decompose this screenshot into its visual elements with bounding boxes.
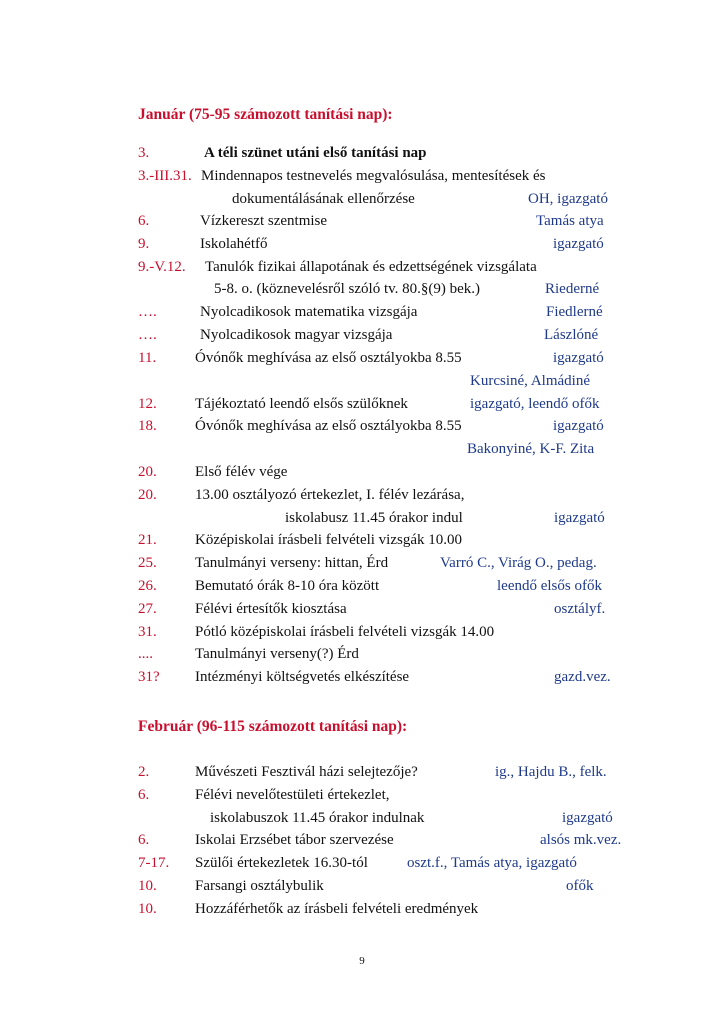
row-text: Farsangi osztálybulik [195, 878, 324, 894]
februar-row [0, 832, 724, 854]
row-text: Tanulmányi verseny: hittan, Érd [195, 555, 389, 571]
row-text: Első félév vége [195, 464, 288, 480]
januar-row [0, 646, 724, 668]
row-responsible: leendő elsős ofők [497, 578, 602, 594]
januar-row [0, 555, 724, 577]
row-text: Óvónők meghívása az első osztályokba 8.55 [195, 418, 462, 434]
januar-row [0, 669, 724, 691]
row-text: Pótló középiskolai írásbeli felvételi vizsgák 14.00 [195, 624, 495, 640]
row-responsible: Varró C., Virág O., pedag. [440, 555, 597, 571]
row-text: Művészeti Fesztivál házi selejtezője? [195, 764, 418, 780]
februar-row [0, 901, 724, 923]
row-text: Nyolcadikosok matematika vizsgája [200, 304, 418, 320]
row-text: Tanulmányi verseny(?) Érd [195, 646, 359, 662]
februar-row [0, 787, 724, 809]
januar-row [0, 532, 724, 554]
row-text: Szülői értekezletek 16.30-tól [195, 855, 368, 871]
row-date: 11. [138, 350, 157, 366]
row-responsible: Tamás atya [536, 213, 604, 229]
row-responsible: osztályf. [554, 601, 606, 617]
row-date: 10. [138, 878, 157, 894]
row-date: 27. [138, 601, 157, 617]
row-text: iskolabuszok 11.45 órakor indulnak [210, 810, 425, 826]
januar-row [0, 373, 724, 395]
row-date: 6. [138, 832, 150, 848]
row-date: 18. [138, 418, 157, 434]
row-text: Óvónők meghívása az első osztályokba 8.55 [195, 350, 462, 366]
row-date: 7-17. [138, 855, 170, 871]
januar-row [0, 578, 724, 600]
row-date: 26. [138, 578, 157, 594]
row-text: 13.00 osztályozó értekezlet, I. félév lezárása, [195, 487, 465, 503]
row-responsible: OH, igazgató [528, 191, 608, 207]
row-date: 6. [138, 787, 150, 803]
februar-row [0, 855, 724, 877]
row-text: Iskolahétfő [200, 236, 268, 252]
januar-row [0, 396, 724, 418]
row-date: 25. [138, 555, 157, 571]
heading-januar: Január (75-95 számozott tanítási nap): [138, 106, 393, 123]
row-responsible: Riederné [545, 281, 600, 297]
row-text: Bemutató órák 8-10 óra között [195, 578, 380, 594]
row-responsible: Fiedlerné [546, 304, 603, 320]
row-date: 21. [138, 532, 157, 548]
januar-row [0, 510, 724, 532]
row-date: 20. [138, 487, 157, 503]
januar-row [0, 441, 724, 463]
row-text: Félévi értesítők kiosztása [195, 601, 347, 617]
januar-row [0, 168, 724, 190]
row-text: Tájékoztató leendő elsős szülőknek [195, 396, 408, 412]
row-date: 3.-III.31. [138, 168, 192, 184]
januar-row [0, 350, 724, 372]
row-responsible: igazgató [553, 418, 604, 434]
row-text: Intézményi költségvetés elkészítése [195, 669, 410, 685]
januar-row [0, 418, 724, 440]
page-number: 9 [359, 955, 365, 967]
januar-row [0, 145, 724, 167]
row-text: Hozzáférhetők az írásbeli felvételi eredmények [195, 901, 479, 917]
row-responsible: igazgató [553, 236, 604, 252]
row-date: 2. [138, 764, 150, 780]
row-responsible: Kurcsiné, Almádiné [470, 373, 590, 389]
row-responsible: ofők [566, 878, 594, 894]
row-date: 10. [138, 901, 157, 917]
row-responsible: gazd.vez. [554, 669, 611, 685]
januar-row [0, 624, 724, 646]
januar-row [0, 464, 724, 486]
row-text: Vízkereszt szentmise [200, 213, 328, 229]
row-date: …. [138, 304, 157, 320]
row-responsible: Lászlóné [544, 327, 599, 343]
heading-februar: Február (96-115 számozott tanítási nap): [138, 718, 408, 735]
row-responsible: alsós mk.vez. [540, 832, 622, 848]
row-responsible: igazgató [562, 810, 613, 826]
row-text: A téli szünet utáni első tanítási nap [204, 145, 427, 161]
row-responsible: igazgató [553, 350, 604, 366]
row-date: 6. [138, 213, 150, 229]
februar-row [0, 810, 724, 832]
row-text: Mindennapos testnevelés megvalósulása, mentesítések és [201, 168, 546, 184]
row-date: 31. [138, 624, 157, 640]
februar-row [0, 878, 724, 900]
row-text: Nyolcadikosok magyar vizsgája [200, 327, 393, 343]
row-text: Tanulók fizikai állapotának és edzettségének vizsgálata [205, 259, 537, 275]
row-date: 9.-V.12. [138, 259, 186, 275]
row-text: Iskolai Erzsébet tábor szervezése [195, 832, 394, 848]
row-responsible: igazgató [554, 510, 605, 526]
row-responsible: igazgató, leendő ofők [470, 396, 600, 412]
row-text: Félévi nevelőtestületi értekezlet, [195, 787, 390, 803]
row-text: 5-8. o. (köznevelésről szóló tv. 80.§(9) bek.) [214, 281, 481, 297]
row-text: dokumentálásának ellenőrzése [232, 191, 415, 207]
januar-row [0, 236, 724, 258]
row-date: 31? [138, 669, 160, 685]
row-text: Középiskolai írásbeli felvételi vizsgák 10.00 [195, 532, 463, 548]
januar-row [0, 213, 724, 235]
row-date: 9. [138, 236, 150, 252]
row-date: 12. [138, 396, 157, 412]
februar-row [0, 764, 724, 786]
row-text: iskolabusz 11.45 órakor indul [285, 510, 463, 526]
januar-row [0, 304, 724, 326]
januar-row [0, 327, 724, 349]
row-responsible: Bakonyiné, K-F. Zita [467, 441, 595, 457]
row-date: 3. [138, 145, 150, 161]
row-responsible: ig., Hajdu B., felk. [495, 764, 607, 780]
row-date: .... [138, 646, 153, 662]
row-responsible: oszt.f., Tamás atya, igazgató [407, 855, 577, 871]
row-date: …. [138, 327, 157, 343]
januar-row [0, 259, 724, 281]
januar-row [0, 487, 724, 509]
row-date: 20. [138, 464, 157, 480]
januar-row [0, 191, 724, 213]
januar-row [0, 281, 724, 303]
januar-row [0, 601, 724, 623]
